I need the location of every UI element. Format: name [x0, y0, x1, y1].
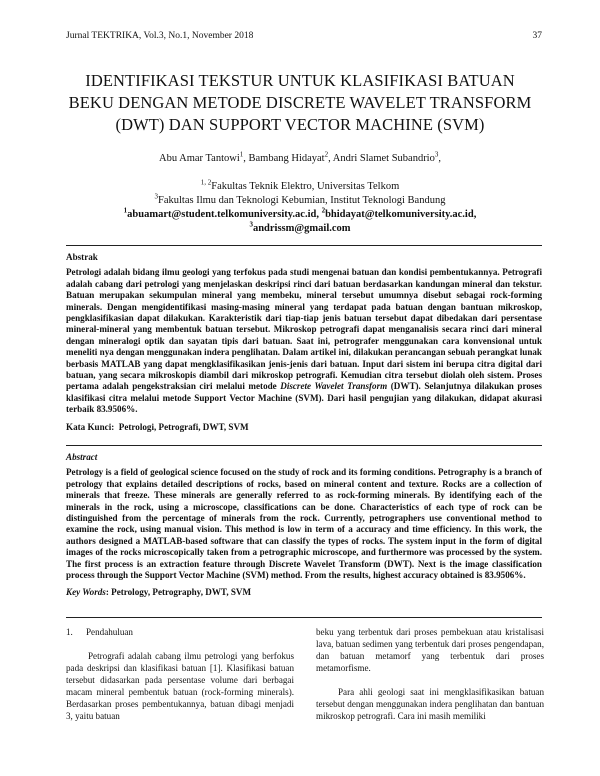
kata-kunci — [66, 422, 542, 433]
author-3-sup: 3 — [434, 150, 439, 159]
title-line-2: BEKU DENGAN METODE DISCRETE WAVELET TRANSFORM — [68, 93, 532, 112]
divider-top — [66, 245, 542, 246]
author-list: Abu Amar Tantowi$^1$, Bambang Hidayat$^2$, Andri Slamet Subandrio$^3$, — [159, 150, 441, 164]
abstract-heading: Abstract — [66, 452, 98, 462]
author-emails: $^1$abuamart@student.telkomuniversity.ac.id, $^2$bhidayat@telkomuniversity.ac.id, $^3$andrissm@gmail.com — [123, 206, 477, 234]
intro-paragraph-1: Petrografi adalah cabang ilmu petrologi yang berfokus pada deskripsi dan klasifikasi batuan [1]. Klasifikasi batuan tersebut didasarkan pada persentase volume dari berbagai macam mineral pembentuk batuan (rock-forming minerals). Berdasarkan proses pembentukannya, batuan dibagi menjadi 3, yaitu batuan — [66, 651, 294, 721]
abstract-section — [66, 452, 542, 599]
email-2[interactable]: bhidayat@telkomuniversity.ac.id — [325, 209, 474, 220]
affiliation-2-sup: 3 — [154, 192, 159, 201]
section-title: Pendahuluan — [86, 627, 133, 637]
divider-bottom — [66, 617, 542, 618]
author-3: Andri Slamet Subandrio — [332, 153, 435, 164]
section-number: 1. — [66, 627, 73, 637]
affiliation-2-text: Fakultas Ilmu dan Teknologi Kebumian, Institut Teknologi Bandung — [158, 195, 446, 206]
page-number: 37 — [532, 31, 542, 41]
author-1: Abu Amar Tantowi — [159, 153, 240, 164]
body-column-right — [316, 626, 544, 722]
paper-title — [40, 70, 560, 136]
kata-kunci-values: Petrologi, Petrografi, DWT, SVM — [118, 421, 249, 432]
email-1-sup: 1 — [123, 206, 128, 215]
key-words — [66, 587, 542, 598]
kata-kunci-label: Kata Kunci: — [66, 421, 115, 432]
affiliation-2 — [40, 194, 560, 208]
author-1-sup: 1 — [239, 150, 244, 159]
email-3[interactable]: andrissm@gmail.com — [252, 223, 351, 234]
intro-paragraph-1-cont: beku yang terbentuk dari proses pembekuan atau kristalisasi lava, batuan sedimen yang terbentuk dari proses pengendapan, dan batuan metamorf yang terbentuk dari proses metamorfisme. — [316, 627, 544, 673]
abstrak-heading: Abstrak — [66, 252, 98, 262]
running-header — [66, 31, 542, 45]
intro-paragraph-2: Para ahli geologi saat ini mengklasifikasikan batuan tersebut dengan menggunakan indera penglihatan dan bantuan mikroskop petrografi. Cara ini masih memiliki — [316, 687, 544, 721]
key-words-label: Key Words — [66, 587, 106, 598]
journal-info: Jurnal TEKTRIKA, Vol.3, No.1, November 2018 — [66, 31, 254, 41]
author-2: Bambang Hidayat — [248, 153, 325, 164]
affiliation-1-sup: 1, 2 — [200, 178, 212, 187]
abstrak-body-post: (DWT). Selanjutnya dilakukan proses klasifikasi citra melalui metode Support Vector Machine (SVM). Dari hasil pengujian yang dilakukan, didapat akurasi terbaik 83.9506%. — [66, 381, 542, 415]
affiliation-1-text: Fakultas Teknik Elektro, Universitas Telkom — [211, 181, 400, 192]
title-line-3: (DWT) DAN SUPPORT VECTOR MACHINE (SVM) — [115, 115, 485, 134]
title-line-1: IDENTIFIKASI TEKSTUR UNTUK KLASIFIKASI BATUAN — [85, 71, 515, 90]
abstract-body: Petrology is a field of geological science focused on the study of rock and its forming conditions. Petrography is a branch of petrology that explains detailed descriptions of rocks, based on mineral content and texture. Rocks are a collection of minerals that freeze. These minerals are generally referred to as rock-forming minerals. By identifying each of the minerals in the rock, using a microscope, classifications can be done. Characteristics of each type of rock can be distinguished from the percentage of minerals from the rock. Currently, petrographers use conventional method to examine the rock, using manual vision. This method is low in term of a accuracy and time efficiency. In this work, the authors designed a MATLAB-based software that can classify the types of rocks. The system input in the form of digital images of the rocks microscopically taken from a petrographic microscope, and furthermore was processed by the system. The first process is an extraction feature through Discrete Wavelet Transform (DWT). Next is the image classification process through the Support Vector Machine (SVM) method. From the results, highest accuracy obtained is 83.9506%. — [66, 467, 542, 581]
abstrak-body — [66, 267, 542, 415]
abstrak-body-italic: Discrete Wavelet Transform — [280, 381, 388, 392]
affiliation-1 — [40, 180, 560, 194]
email-2-sup: 2 — [321, 206, 326, 215]
section-heading — [66, 626, 294, 638]
key-words-values: : Petrology, Petrography, DWT, SVM — [105, 587, 252, 598]
author-2-sup: 2 — [324, 150, 329, 159]
email-1[interactable]: abuamart@student.telkomuniversity.ac.id — [127, 209, 317, 220]
body-column-left — [66, 626, 294, 722]
abstrak-section — [66, 252, 542, 433]
abstrak-body-pre: Petrologi adalah bidang ilmu geologi yang terfokus pada studi mengenai batuan dan kondisi pembentukannya. Petrografi adalah cabang dari petrologi yang menjelaskan deskripsi rinci dari batuan berdasarkan kandungan mineral dan tekstur. Batuan merupakan sekumpulan mineral yang membeku, mineral tersebut umumnya disebut sebagai rock-forming minerals. Dengan mengidentifikasi masing-masing mineral yang terdapat pada batuan dengan bantuan mikroskop, pengklasifikasian dapat dilakukan. Karakteristik dari tiap-tiap jenis batuan tersebut dapat dibedakan dari persentase mineral-mineral yang membentuk batuan tersebut. Mikroskop petrografi dapat menganalisis secara rinci dari mineral dengan mineralogi optik dan sayatan tipis dari batuan. Saat ini, petrografer menggunakan cara konvensional untuk meneliti nya dengan menggunakan indera penglihatan. Dalam artikel ini, dilakukan perancangan sebuah perangkat lunak berbasis MATLAB yang dapat mengklasifikasikan jenis-jenis dari batuan. Input dari sistem ini berupa citra digital dari batuan, yang secara mikroskopis diambil dari mikroskop petrografi. Kemudian citra tersebut diolah oleh sistem. Proses pertama adalah pengekstraksian ciri melalui metode — [66, 267, 542, 392]
email-3-sup: 3 — [249, 220, 253, 229]
divider-middle — [66, 445, 542, 446]
